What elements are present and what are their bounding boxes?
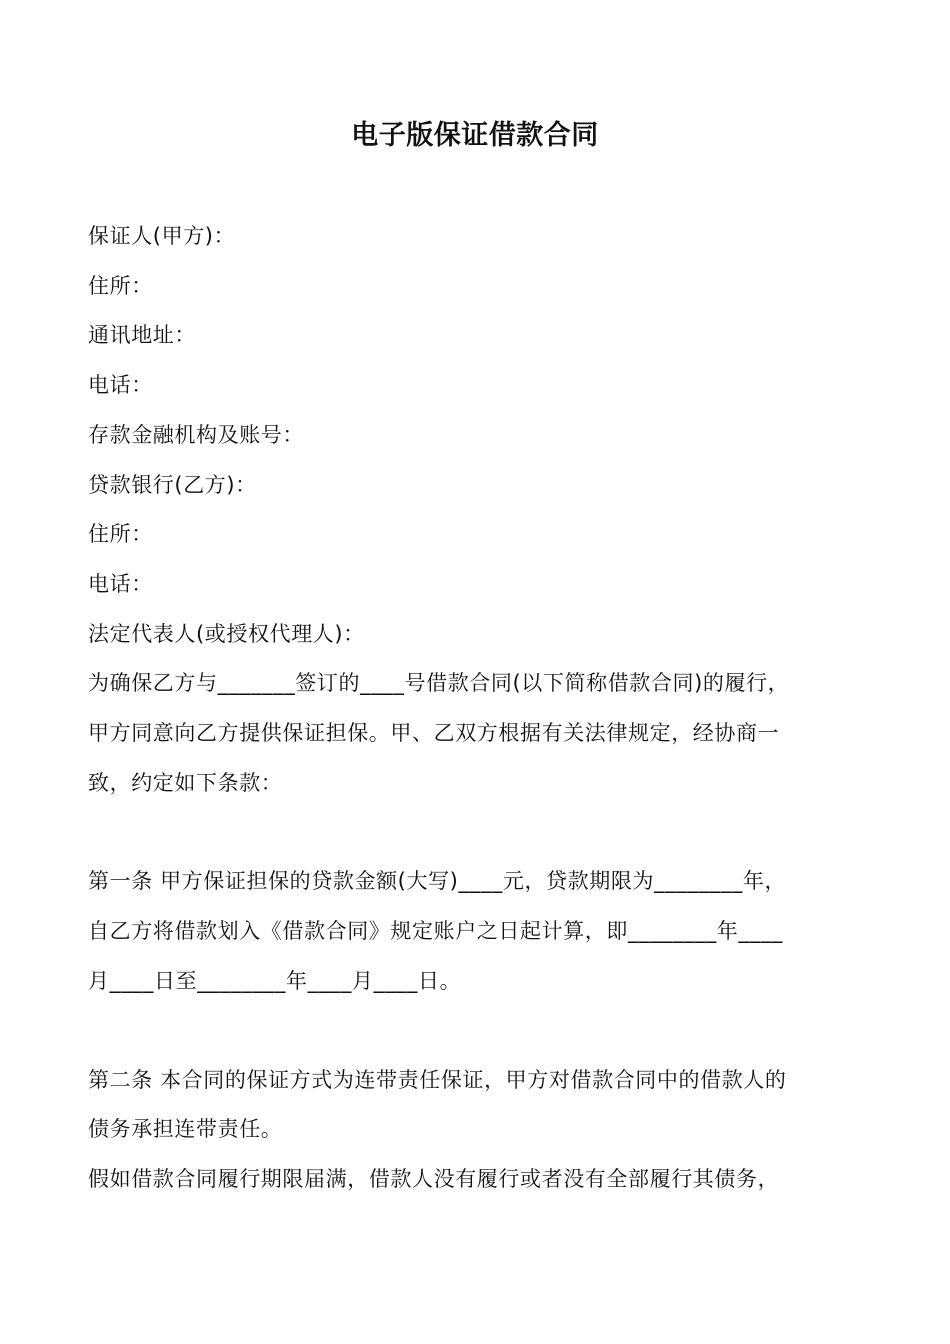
paragraph-gap	[88, 1007, 873, 1056]
party-line-guarantor-address: 住所：	[88, 273, 153, 298]
article-2-line: 假如借款合同履行期限届满，借款人没有履行或者没有全部履行其债务，	[88, 1166, 780, 1191]
article-2-line: 债务承担连带责任。	[88, 1117, 283, 1142]
party-line-mailing-address: 通讯地址：	[88, 323, 196, 348]
party-line-lender-address: 住所：	[88, 522, 153, 547]
document-body	[88, 212, 873, 1205]
party-line-lender: 贷款银行(乙方)：	[88, 472, 257, 497]
preamble-line: 甲方同意向乙方提供保证担保。甲、乙双方根据有关法律规定，经协商一	[88, 721, 780, 746]
party-line-legal-representative: 法定代表人(或授权代理人)：	[88, 621, 365, 646]
article-1-line: 第一条 甲方保证担保的贷款金额(大写)____元，贷款期限为________年，	[88, 869, 787, 894]
article-2-line: 第二条 本合同的保证方式为连带责任保证，甲方对借款合同中的借款人的	[88, 1067, 787, 1092]
paragraph-gap	[88, 808, 873, 857]
preamble-line: 为确保乙方与_______签订的____号借款合同(以下简称借款合同)的履行，	[88, 671, 790, 696]
party-line-lender-phone: 电话：	[88, 571, 153, 596]
article-1-line: 自乙方将借款划入《借款合同》规定账户之日起计算，即________年____	[88, 919, 783, 944]
party-line-guarantor: 保证人(甲方)：	[88, 224, 236, 248]
party-line-bank-account: 存款金融机构及账号：	[88, 422, 304, 447]
preamble-line: 致，约定如下条款：	[88, 770, 283, 795]
party-line-guarantor-phone: 电话：	[88, 373, 153, 398]
document-title: 电子版保证借款合同	[351, 120, 599, 151]
article-1-line: 月____日至________年____月____日。	[88, 968, 462, 993]
